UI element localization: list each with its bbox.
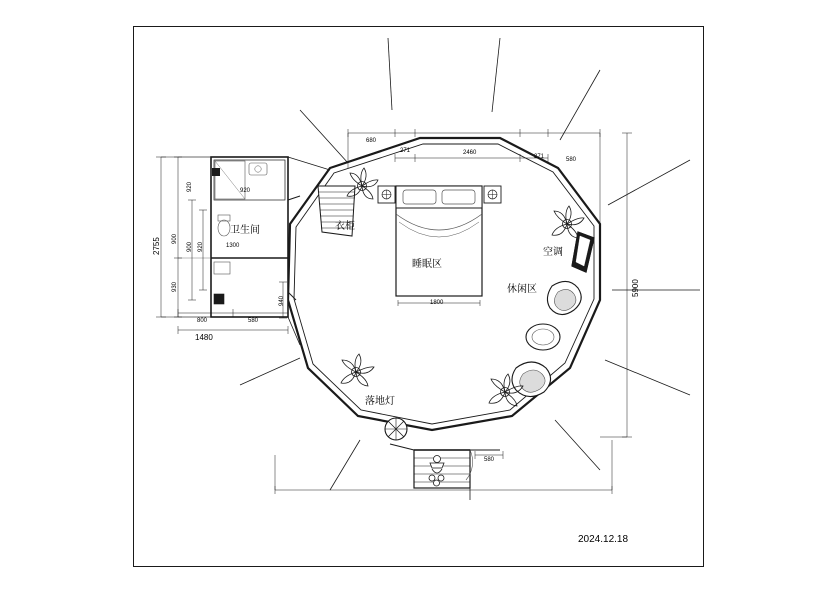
dim-580-bath: 580 [248, 318, 259, 324]
dim-5900: 5900 [631, 279, 640, 297]
dim-580-entry: 580 [484, 457, 495, 463]
floor-lamp-icon [385, 418, 407, 440]
dim-800: 800 [197, 318, 208, 324]
room-label-wardrobe: 衣柜 [335, 221, 355, 232]
dim-900-inner: 900 [187, 241, 193, 252]
dim-930-v: 930 [172, 281, 178, 292]
room-label-lounge-area: 休闲区 [507, 284, 537, 295]
dim-1800-bed: 1800 [430, 300, 444, 306]
dim-580-top: 580 [566, 157, 577, 163]
dim-2755: 2755 [152, 237, 161, 255]
bed-icon [378, 186, 501, 306]
dim-2460: 2460 [463, 150, 477, 156]
dim-1300: 1300 [226, 243, 240, 249]
drawing-date: 2024.12.18 [578, 534, 629, 545]
room-label-floor-lamp: 落地灯 [365, 396, 395, 407]
dim-900-v: 900 [172, 233, 178, 244]
dim-940: 940 [279, 295, 285, 306]
dim-920-top: 920 [240, 188, 251, 194]
dim-271-right: 271 [534, 154, 545, 160]
dim-1480: 1480 [195, 333, 213, 342]
room-label-bathroom: 卫生间 [230, 225, 260, 236]
dim-920-v: 920 [187, 181, 193, 192]
dim-271-left: 271 [400, 148, 411, 154]
room-label-air-conditioner: 空调 [543, 247, 563, 258]
dim-920-inner: 920 [198, 241, 204, 252]
dim-680: 680 [366, 138, 377, 144]
room-label-sleeping-area: 睡眠区 [412, 259, 442, 270]
